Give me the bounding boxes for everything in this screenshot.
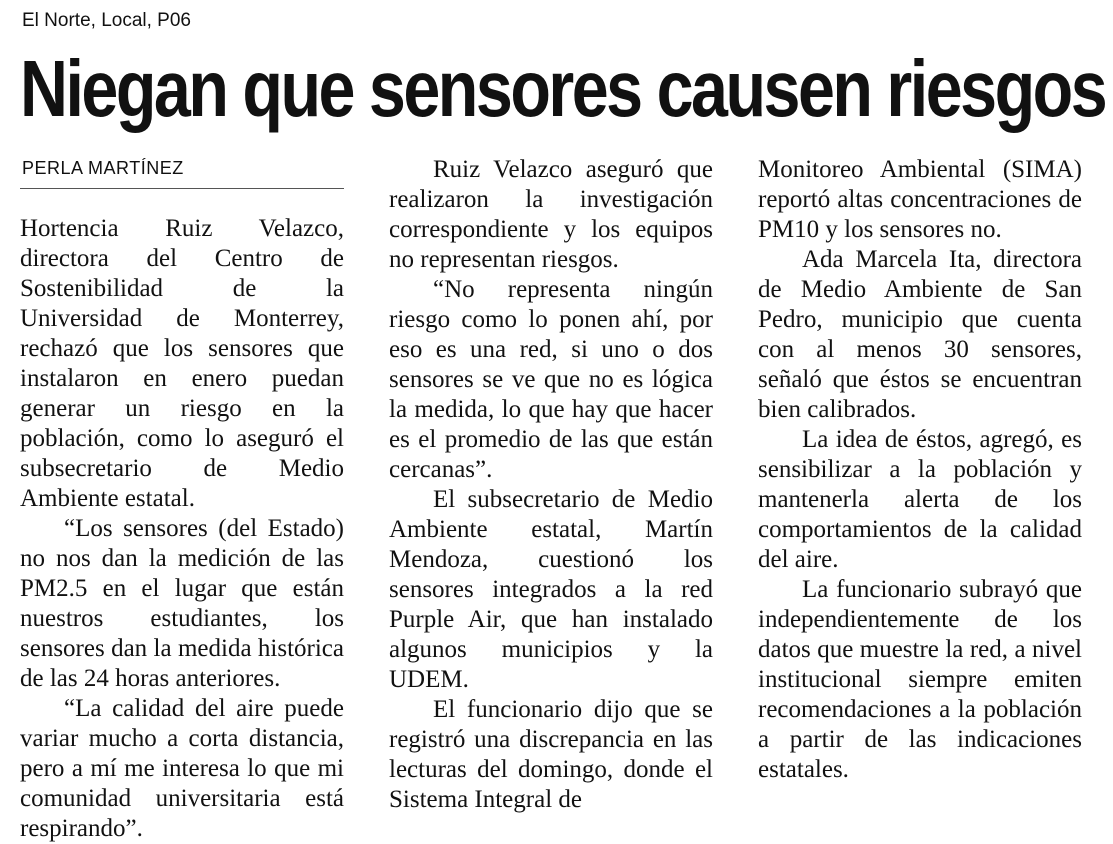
article-column-2 bbox=[389, 155, 713, 815]
byline-divider bbox=[20, 188, 344, 189]
source-label: El Norte, Local, P06 bbox=[22, 10, 191, 31]
paragraph: “Los sensores (del Estado) no nos dan la medición de las PM2.5 en el lugar que están nuestros estudiantes, los sensores dan la medida histórica de las 24 horas anteriores. bbox=[20, 515, 344, 692]
paragraph: Ada Marcela Ita, directora de Medio Ambiente de San Pedro, municipio que cuenta con al menos 30 sensores, señaló que éstos se encuentran bien calibrados. bbox=[758, 246, 1082, 423]
paragraph: Monitoreo Ambiental (SIMA) reportó altas concentraciones de PM10 y los sensores no. bbox=[758, 156, 1082, 243]
paragraph: “No representa ningún riesgo como lo ponen ahí, por eso es una red, si uno o dos sensores se ve que no es lógica la medida, lo que hay que hacer es el promedio de las que están cercanas”. bbox=[389, 276, 713, 483]
paragraph: El funcionario dijo que se registró una discrepancia en las lecturas del domingo, donde el Sistema Integral de bbox=[389, 696, 713, 813]
article-column-3 bbox=[758, 155, 1082, 785]
paragraph: La idea de éstos, agregó, es sensibilizar a la población y mantenerla alerta de los comportamientos de la calidad del aire. bbox=[758, 426, 1082, 573]
headline: Niegan que sensores causen riesgos bbox=[20, 44, 1106, 133]
article-column-1 bbox=[20, 214, 344, 844]
paragraph: “La calidad del aire puede variar mucho a corta distancia, pero a mí me interesa lo que mi comunidad universitaria está respirando”. bbox=[20, 695, 344, 842]
paragraph: La funcionario subrayó que independientemente de los datos que muestre la red, a nivel institucional siempre emiten recomendaciones a la población a partir de las indicaciones estatales. bbox=[758, 576, 1082, 783]
paragraph: El subsecretario de Medio Ambiente estatal, Martín Mendoza, cuestionó los sensores integrados a la red Purple Air, que han instalado algunos municipios y la UDEM. bbox=[389, 486, 713, 693]
byline: PERLA MARTÍNEZ bbox=[22, 158, 184, 178]
paragraph: Ruiz Velazco aseguró que realizaron la investigación correspondiente y los equipos no representan riesgos. bbox=[389, 156, 713, 273]
paragraph: Hortencia Ruiz Velazco, directora del Centro de Sostenibilidad de la Universidad de Monterrey, rechazó que los sensores que instalaron en enero puedan generar un riesgo en la población, como lo aseguró el subsecretario de Medio Ambiente estatal. bbox=[20, 215, 344, 512]
